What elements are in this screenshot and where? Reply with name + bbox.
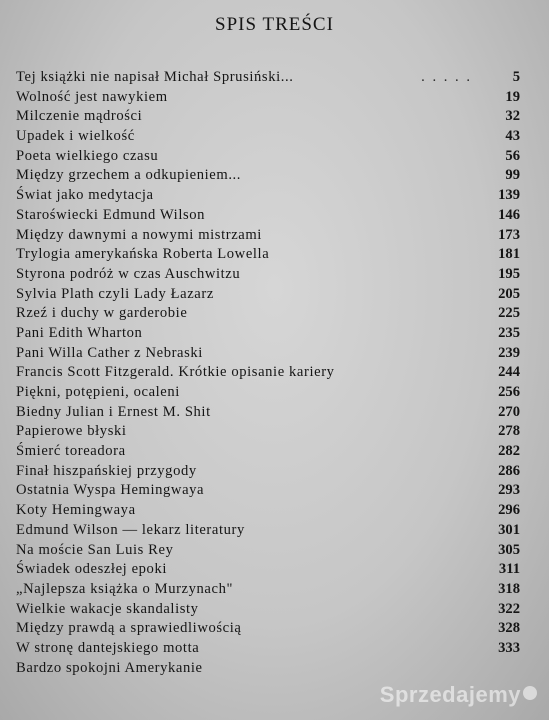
toc-entry-title: Finał hiszpańskiej przygody xyxy=(16,462,197,479)
toc-entry xyxy=(16,186,520,206)
toc-entry-page: 301 xyxy=(498,521,520,538)
toc-entry-title: Pani Edith Wharton xyxy=(16,324,143,341)
toc-entry-page: 305 xyxy=(498,541,520,558)
watermark-text: Sprzedajemy xyxy=(379,682,521,707)
toc-entry-page: 282 xyxy=(498,443,520,460)
toc-entry xyxy=(16,422,520,442)
toc-entry xyxy=(16,619,520,639)
toc-entry-title: „Najlepsza książka o Murzynach" xyxy=(16,580,234,597)
toc-entry-title: Między grzechem a odkupieniem... xyxy=(16,167,242,184)
toc-entry-title: Rzeź i duchy w garderobie xyxy=(16,305,188,322)
toc-entry-title: Świadek odeszłej epoki xyxy=(16,561,167,578)
toc-entry-page: 239 xyxy=(498,344,520,361)
toc-entry-title: Tej książki nie napisał Michał Sprusiński... xyxy=(16,69,294,85)
toc-entry-page: 146 xyxy=(498,206,520,223)
toc-entry-page: 293 xyxy=(498,482,520,499)
toc-entry-title: Trylogia amerykańska Roberta Lowella xyxy=(16,246,270,263)
toc-entry xyxy=(16,383,520,403)
toc-entry xyxy=(16,403,520,423)
toc-entry-title: Upadek i wielkość xyxy=(16,128,135,145)
toc-entry xyxy=(16,639,520,659)
watermark-logo-icon xyxy=(523,686,537,700)
toc-entry-title: Styrona podróż w czas Auschwitzu xyxy=(16,265,241,282)
toc-entry xyxy=(16,344,520,364)
toc-entry-page: 99 xyxy=(505,167,520,184)
toc-entry-page: 205 xyxy=(498,285,520,302)
toc-entry-page: 19 xyxy=(505,88,520,105)
toc-entry xyxy=(16,147,520,167)
toc-entry-page: 318 xyxy=(498,580,520,597)
toc-entry-page: 311 xyxy=(498,561,520,578)
toc-entry-title: Na moście San Luis Rey xyxy=(16,541,174,558)
toc-entry xyxy=(16,206,520,226)
toc-entry-title: Papierowe błyski xyxy=(16,423,127,440)
toc-entry-title: Sylvia Plath czyli Lady Łazarz xyxy=(16,285,214,302)
toc-entry-page: 244 xyxy=(498,364,520,381)
toc-entry-title: Bardzo spokojni Amerykanie xyxy=(16,659,203,676)
toc-entry-title: Wielkie wakacje skandalisty xyxy=(16,600,199,617)
toc-entry xyxy=(16,600,520,620)
toc-entry-title: Między prawdą a sprawiedliwością xyxy=(16,620,242,637)
toc-entry-page: 333 xyxy=(498,639,520,656)
toc-entry-page: 235 xyxy=(498,324,520,341)
toc-entry xyxy=(16,166,520,186)
toc-entry xyxy=(16,226,520,246)
toc-entry-page: 32 xyxy=(505,108,520,125)
toc-entry-page: 5 xyxy=(512,69,520,85)
toc-entry xyxy=(16,521,520,541)
toc-entry xyxy=(16,304,520,324)
toc-entry-page: 256 xyxy=(498,384,520,400)
toc-entry xyxy=(16,68,520,88)
toc-entry xyxy=(16,363,520,383)
toc-entry-page: 43 xyxy=(505,128,520,145)
toc-entry-page: 322 xyxy=(498,600,520,617)
toc-entry-title: Biedny Julian i Ernest M. Shit xyxy=(16,403,211,420)
toc-entry xyxy=(16,442,520,462)
toc-entry-page: 173 xyxy=(498,226,520,243)
toc-entry xyxy=(16,580,520,600)
dot-leader: . . . . . xyxy=(421,69,472,85)
page-title: SPIS TREŚCI xyxy=(215,14,334,35)
toc-entry xyxy=(16,659,520,679)
toc-entry-title: Pani Willa Cather z Nebraski xyxy=(16,344,203,361)
toc-entry xyxy=(16,245,520,265)
toc-entry-page: 56 xyxy=(505,147,520,164)
toc-entry-title: Między dawnymi a nowymi mistrzami xyxy=(16,226,262,243)
toc-entry-title: Staroświecki Edmund Wilson xyxy=(16,206,206,223)
toc-entry xyxy=(16,285,520,305)
toc-entry-page: 181 xyxy=(498,246,520,263)
toc-entry-title: Ostatnia Wyspa Hemingwaya xyxy=(16,482,205,499)
toc-entry-page: 286 xyxy=(498,462,520,479)
toc-entry-title: Milczenie mądrości xyxy=(16,108,143,125)
toc-entry-title: Wolność jest nawykiem xyxy=(16,88,168,105)
toc-entry xyxy=(16,265,520,285)
toc-entry-title: Poeta wielkiego czasu xyxy=(16,147,159,164)
toc-entry xyxy=(16,324,520,344)
toc-entry-title: Koty Hemingwaya xyxy=(16,502,136,519)
toc-entry-title: Świat jako medytacja xyxy=(16,187,154,204)
toc-entry xyxy=(16,481,520,501)
toc-entry xyxy=(16,107,520,127)
toc-entry-title: Śmierć toreadora xyxy=(16,443,126,460)
toc-entry-page: 225 xyxy=(498,305,520,322)
toc-entry xyxy=(16,501,520,521)
toc-entry-page: 139 xyxy=(498,187,520,204)
toc-entry-page: 278 xyxy=(498,423,520,440)
toc-entry-title: Francis Scott Fitzgerald. Krótkie opisanie kariery xyxy=(16,364,335,381)
toc-entry-title: Edmund Wilson — lekarz literatury xyxy=(16,521,245,538)
toc-entry xyxy=(16,462,520,482)
toc-entry-title: Piękni, potępieni, ocaleni xyxy=(16,384,180,400)
watermark xyxy=(380,682,537,708)
toc-entry-page: 296 xyxy=(498,502,520,519)
toc-entry-page: 195 xyxy=(498,265,520,282)
toc-entry xyxy=(16,560,520,580)
toc-entry xyxy=(16,88,520,108)
table-of-contents xyxy=(16,68,520,678)
toc-entry-page: 270 xyxy=(498,403,520,420)
toc-entry-title: W stronę dantejskiego motta xyxy=(16,639,200,656)
toc-entry xyxy=(16,127,520,147)
toc-entry xyxy=(16,541,520,561)
toc-entry-page: 328 xyxy=(498,620,520,637)
